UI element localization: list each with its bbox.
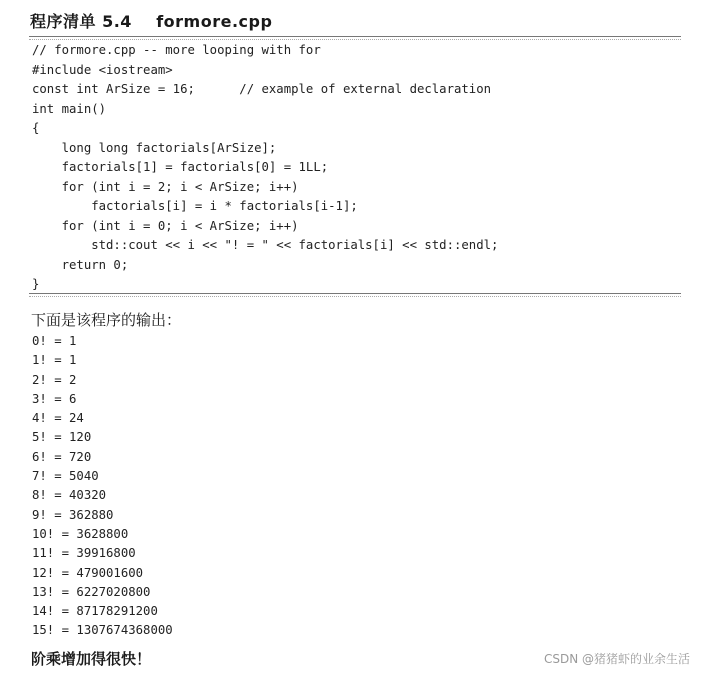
code-line: } [32, 277, 40, 291]
top-rule-dotted [29, 39, 681, 40]
output-line: 7! = 5040 [32, 469, 99, 484]
output-line: 6! = 720 [32, 449, 92, 464]
code-line: int main() [32, 101, 107, 116]
code-listing [32, 41, 672, 295]
code-line: const int ArSize = 16; // example of external declaration [32, 82, 492, 96]
code-line: { [32, 121, 40, 135]
bottom-rule-dotted [29, 296, 681, 297]
closing-remark: 阶乘增加得很快！ [31, 650, 152, 668]
top-rule [29, 36, 681, 37]
output-line: 1! = 1 [32, 353, 77, 368]
program-output [32, 332, 173, 641]
code-line: for (int i = 2; i < ArSize; i++) [32, 179, 299, 194]
output-line: 8! = 40320 [32, 488, 107, 503]
output-line: 13! = 6227020800 [32, 584, 151, 599]
output-line: 5! = 120 [32, 430, 92, 445]
output-line: 11! = 39916800 [32, 546, 136, 561]
output-line: 12! = 479001600 [32, 565, 144, 580]
code-line: return 0; [32, 257, 129, 272]
bottom-rule [29, 293, 681, 294]
listing-title: 程序清单 5.4 formore.cpp [30, 12, 273, 31]
output-line: 14! = 87178291200 [32, 604, 158, 619]
watermark: CSDN @猪猪虾的业余生活 [543, 652, 690, 666]
output-line: 15! = 1307674368000 [32, 623, 173, 638]
output-line: 3! = 6 [32, 391, 77, 406]
code-line: #include <iostream> [32, 62, 173, 77]
output-line: 4! = 24 [32, 411, 84, 426]
output-heading: 下面是该程序的输出： [31, 311, 182, 329]
code-line: std::cout << i << "! = " << factorials[i] << std::endl; [32, 238, 499, 252]
output-line: 9! = 362880 [32, 507, 114, 522]
code-line: // formore.cpp -- more looping with for [32, 43, 321, 57]
code-line: long long factorials[ArSize]; [32, 140, 277, 155]
code-line: factorials[i] = i * factorials[i-1]; [32, 199, 358, 213]
output-line: 0! = 1 [32, 334, 77, 348]
code-line: for (int i = 0; i < ArSize; i++) [32, 218, 299, 233]
output-line: 2! = 2 [32, 372, 77, 387]
output-line: 10! = 3628800 [32, 526, 129, 541]
code-line: factorials[1] = factorials[0] = 1LL; [32, 160, 329, 174]
